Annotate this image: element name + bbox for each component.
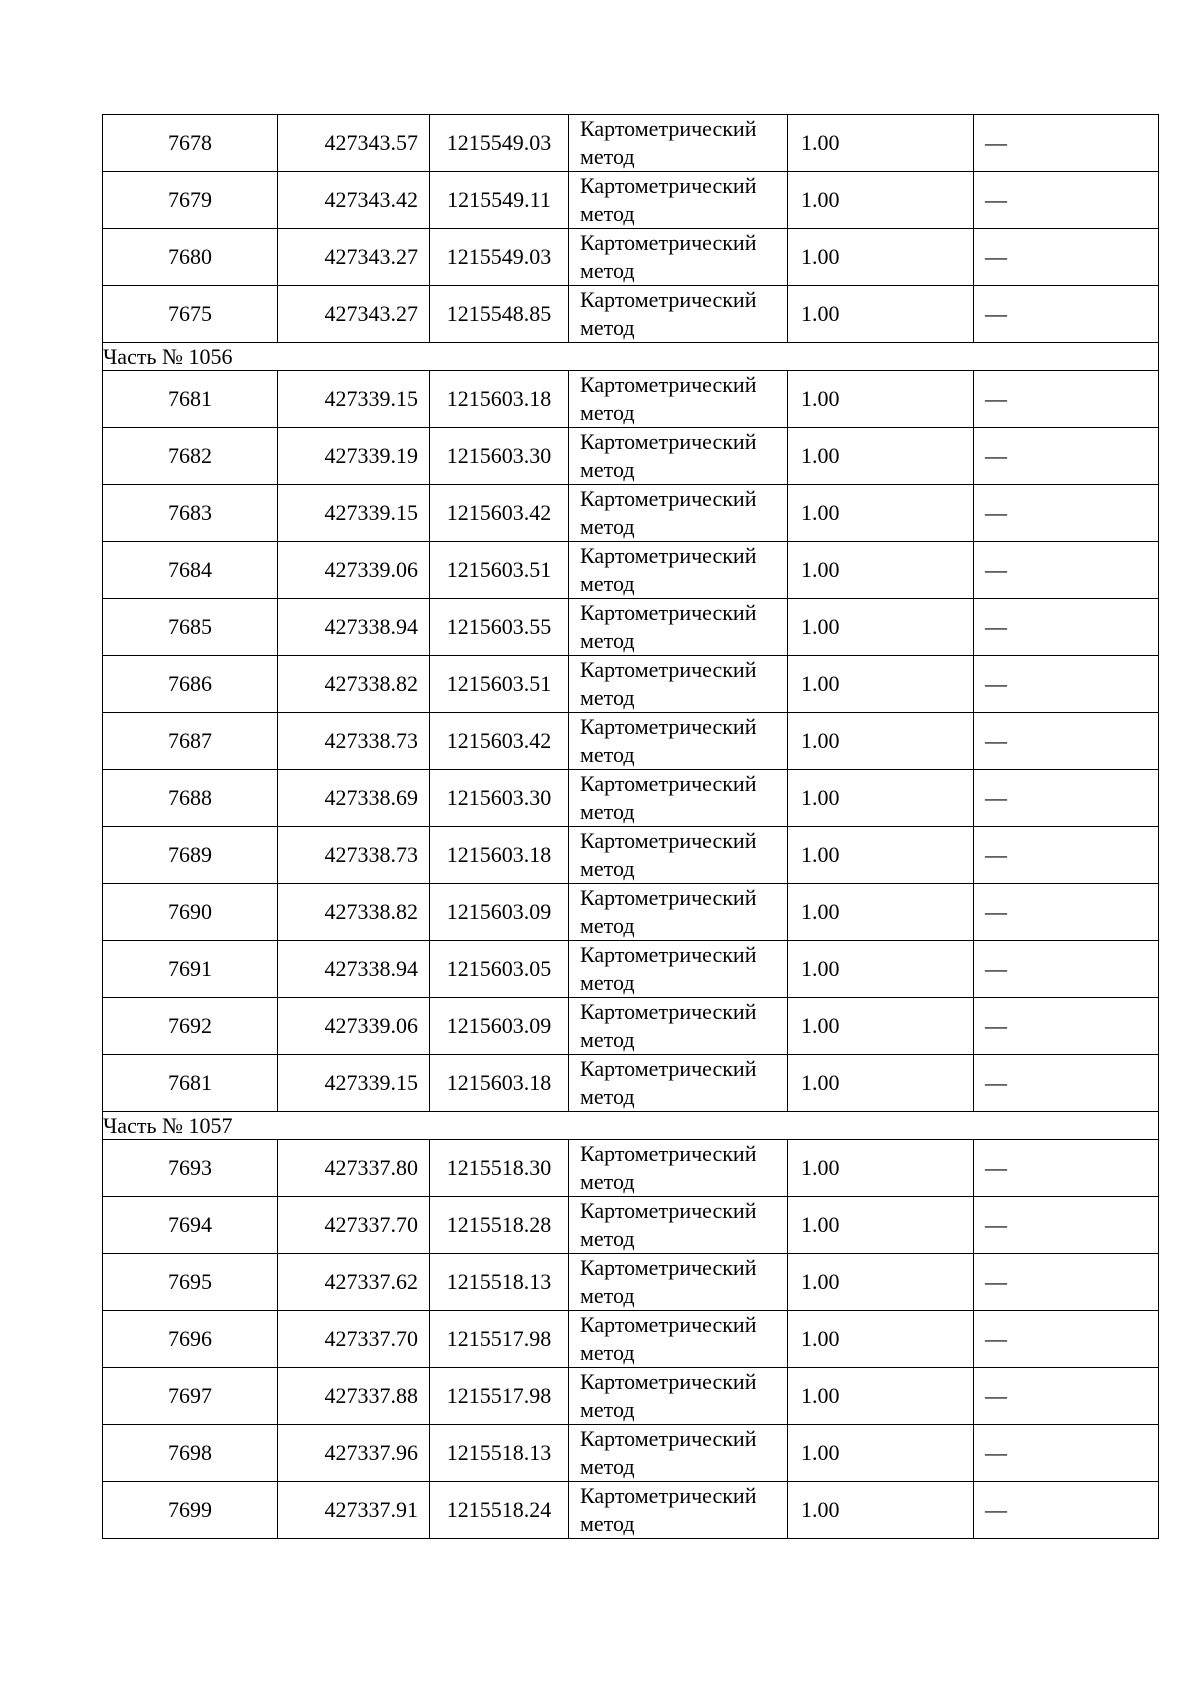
note-cell: — — [974, 1368, 1159, 1425]
method-text-line-2: метод — [580, 201, 635, 226]
accuracy-cell: 1.00 — [788, 1055, 974, 1112]
method-cell — [569, 485, 788, 542]
method-cell — [569, 542, 788, 599]
accuracy-cell: 1.00 — [788, 941, 974, 998]
section-label: Часть № 1056 — [103, 343, 1159, 371]
method-text-line-1: Картометрический — [580, 1369, 757, 1394]
accuracy-cell: 1.00 — [788, 1482, 974, 1539]
method-text-line-2: метод — [580, 258, 635, 283]
note-cell: — — [974, 656, 1159, 713]
table-row — [103, 827, 1159, 884]
x-coordinate-cell: 427338.94 — [278, 599, 430, 656]
note-cell: — — [974, 428, 1159, 485]
x-coordinate-cell: 427338.73 — [278, 827, 430, 884]
method-cell — [569, 1140, 788, 1197]
x-coordinate-cell: 427339.15 — [278, 485, 430, 542]
method-text-line-1: Картометрический — [580, 657, 757, 682]
method-text-line-2: метод — [580, 1511, 635, 1536]
note-cell: — — [974, 884, 1159, 941]
method-text-line-2: метод — [580, 315, 635, 340]
y-coordinate-cell: 1215603.30 — [430, 770, 569, 827]
method-cell — [569, 998, 788, 1055]
y-coordinate-cell: 1215603.09 — [430, 884, 569, 941]
accuracy-cell: 1.00 — [788, 1368, 974, 1425]
method-text-line-2: метод — [580, 1226, 635, 1251]
y-coordinate-cell: 1215518.28 — [430, 1197, 569, 1254]
note-cell: — — [974, 1140, 1159, 1197]
y-coordinate-cell: 1215548.85 — [430, 286, 569, 343]
accuracy-cell: 1.00 — [788, 599, 974, 656]
method-text-line-1: Картометрический — [580, 486, 757, 511]
point-number-cell: 7688 — [103, 770, 278, 827]
x-coordinate-cell: 427337.80 — [278, 1140, 430, 1197]
x-coordinate-cell: 427337.91 — [278, 1482, 430, 1539]
table-row — [103, 884, 1159, 941]
accuracy-cell: 1.00 — [788, 998, 974, 1055]
point-number-cell: 7678 — [103, 115, 278, 172]
table-row — [103, 1140, 1159, 1197]
table-row — [103, 998, 1159, 1055]
note-cell: — — [974, 286, 1159, 343]
y-coordinate-cell: 1215603.42 — [430, 713, 569, 770]
method-text-line-1: Картометрический — [580, 1056, 757, 1081]
method-text-line-1: Картометрический — [580, 999, 757, 1024]
accuracy-cell: 1.00 — [788, 115, 974, 172]
x-coordinate-cell: 427337.62 — [278, 1254, 430, 1311]
point-number-cell: 7699 — [103, 1482, 278, 1539]
method-text-line-1: Картометрический — [580, 1483, 757, 1508]
y-coordinate-cell: 1215517.98 — [430, 1368, 569, 1425]
accuracy-cell: 1.00 — [788, 371, 974, 428]
x-coordinate-cell: 427337.70 — [278, 1311, 430, 1368]
table-row — [103, 656, 1159, 713]
method-text-line-2: метод — [580, 970, 635, 995]
table-row — [103, 713, 1159, 770]
table-row — [103, 542, 1159, 599]
point-number-cell: 7685 — [103, 599, 278, 656]
x-coordinate-cell: 427343.57 — [278, 115, 430, 172]
accuracy-cell: 1.00 — [788, 542, 974, 599]
method-text-line-1: Картометрический — [580, 885, 757, 910]
method-text-line-1: Картометрический — [580, 1312, 757, 1337]
table-row — [103, 115, 1159, 172]
note-cell: — — [974, 1482, 1159, 1539]
y-coordinate-cell: 1215603.09 — [430, 998, 569, 1055]
method-text-line-2: метод — [580, 1454, 635, 1479]
method-cell — [569, 599, 788, 656]
x-coordinate-cell: 427337.96 — [278, 1425, 430, 1482]
point-number-cell: 7692 — [103, 998, 278, 1055]
method-cell — [569, 1425, 788, 1482]
accuracy-cell: 1.00 — [788, 827, 974, 884]
table-row — [103, 428, 1159, 485]
accuracy-cell: 1.00 — [788, 1197, 974, 1254]
accuracy-cell: 1.00 — [788, 713, 974, 770]
point-number-cell: 7684 — [103, 542, 278, 599]
note-cell: — — [974, 1425, 1159, 1482]
method-cell — [569, 1055, 788, 1112]
method-cell — [569, 884, 788, 941]
method-text-line-1: Картометрический — [580, 1198, 757, 1223]
point-number-cell: 7689 — [103, 827, 278, 884]
method-text-line-1: Картометрический — [580, 828, 757, 853]
method-cell — [569, 1311, 788, 1368]
point-number-cell: 7683 — [103, 485, 278, 542]
note-cell: — — [974, 1311, 1159, 1368]
point-number-cell: 7691 — [103, 941, 278, 998]
method-text-line-1: Картометрический — [580, 714, 757, 739]
point-number-cell: 7690 — [103, 884, 278, 941]
y-coordinate-cell: 1215603.18 — [430, 827, 569, 884]
y-coordinate-cell: 1215603.18 — [430, 371, 569, 428]
coordinates-table — [102, 114, 1159, 1539]
y-coordinate-cell: 1215603.30 — [430, 428, 569, 485]
method-cell — [569, 371, 788, 428]
note-cell: — — [974, 371, 1159, 428]
method-text-line-2: метод — [580, 571, 635, 596]
method-cell — [569, 656, 788, 713]
note-cell: — — [974, 229, 1159, 286]
table-row — [103, 1368, 1159, 1425]
note-cell: — — [974, 599, 1159, 656]
method-text-line-1: Картометрический — [580, 942, 757, 967]
point-number-cell: 7675 — [103, 286, 278, 343]
y-coordinate-cell: 1215518.13 — [430, 1254, 569, 1311]
table-row — [103, 599, 1159, 656]
note-cell: — — [974, 941, 1159, 998]
method-cell — [569, 1197, 788, 1254]
accuracy-cell: 1.00 — [788, 1140, 974, 1197]
method-text-line-2: метод — [580, 400, 635, 425]
method-cell — [569, 1254, 788, 1311]
accuracy-cell: 1.00 — [788, 1254, 974, 1311]
accuracy-cell: 1.00 — [788, 884, 974, 941]
x-coordinate-cell: 427339.06 — [278, 998, 430, 1055]
method-cell — [569, 827, 788, 884]
method-text-line-2: метод — [580, 457, 635, 482]
method-text-line-1: Картометрический — [580, 173, 757, 198]
table-row — [103, 229, 1159, 286]
note-cell: — — [974, 998, 1159, 1055]
method-text-line-2: метод — [580, 1340, 635, 1365]
method-text-line-2: метод — [580, 1084, 635, 1109]
method-text-line-2: метод — [580, 856, 635, 881]
method-text-line-1: Картометрический — [580, 1426, 757, 1451]
point-number-cell: 7695 — [103, 1254, 278, 1311]
y-coordinate-cell: 1215518.30 — [430, 1140, 569, 1197]
y-coordinate-cell: 1215549.03 — [430, 115, 569, 172]
x-coordinate-cell: 427339.06 — [278, 542, 430, 599]
accuracy-cell: 1.00 — [788, 656, 974, 713]
method-text-line-1: Картометрический — [580, 287, 757, 312]
point-number-cell: 7686 — [103, 656, 278, 713]
note-cell: — — [974, 542, 1159, 599]
method-text-line-2: метод — [580, 1169, 635, 1194]
table-row — [103, 1425, 1159, 1482]
accuracy-cell: 1.00 — [788, 1425, 974, 1482]
y-coordinate-cell: 1215517.98 — [430, 1311, 569, 1368]
method-text-line-1: Картометрический — [580, 543, 757, 568]
method-cell — [569, 770, 788, 827]
table-row — [103, 1254, 1159, 1311]
point-number-cell: 7698 — [103, 1425, 278, 1482]
accuracy-cell: 1.00 — [788, 1311, 974, 1368]
method-text-line-2: метод — [580, 628, 635, 653]
y-coordinate-cell: 1215549.03 — [430, 229, 569, 286]
method-cell — [569, 713, 788, 770]
section-header-row — [103, 1112, 1159, 1140]
accuracy-cell: 1.00 — [788, 286, 974, 343]
point-number-cell: 7694 — [103, 1197, 278, 1254]
x-coordinate-cell: 427337.70 — [278, 1197, 430, 1254]
x-coordinate-cell: 427338.94 — [278, 941, 430, 998]
method-text-line-2: метод — [580, 144, 635, 169]
method-text-line-1: Картометрический — [580, 600, 757, 625]
table-row — [103, 941, 1159, 998]
point-number-cell: 7679 — [103, 172, 278, 229]
table-row — [103, 485, 1159, 542]
method-text-line-1: Картометрический — [580, 429, 757, 454]
method-cell — [569, 428, 788, 485]
y-coordinate-cell: 1215603.18 — [430, 1055, 569, 1112]
y-coordinate-cell: 1215603.05 — [430, 941, 569, 998]
y-coordinate-cell: 1215518.13 — [430, 1425, 569, 1482]
point-number-cell: 7697 — [103, 1368, 278, 1425]
table-row — [103, 1055, 1159, 1112]
x-coordinate-cell: 427343.27 — [278, 229, 430, 286]
method-cell — [569, 941, 788, 998]
accuracy-cell: 1.00 — [788, 485, 974, 542]
method-cell — [569, 229, 788, 286]
point-number-cell: 7687 — [103, 713, 278, 770]
method-text-line-2: метод — [580, 799, 635, 824]
method-text-line-2: метод — [580, 1397, 635, 1422]
method-text-line-1: Картометрический — [580, 116, 757, 141]
accuracy-cell: 1.00 — [788, 172, 974, 229]
y-coordinate-cell: 1215603.42 — [430, 485, 569, 542]
y-coordinate-cell: 1215603.55 — [430, 599, 569, 656]
method-cell — [569, 115, 788, 172]
table-row — [103, 286, 1159, 343]
x-coordinate-cell: 427339.15 — [278, 1055, 430, 1112]
method-text-line-1: Картометрический — [580, 372, 757, 397]
note-cell: — — [974, 770, 1159, 827]
method-text-line-2: метод — [580, 514, 635, 539]
section-label: Часть № 1057 — [103, 1112, 1159, 1140]
point-number-cell: 7680 — [103, 229, 278, 286]
x-coordinate-cell: 427337.88 — [278, 1368, 430, 1425]
accuracy-cell: 1.00 — [788, 229, 974, 286]
method-text-line-2: метод — [580, 1283, 635, 1308]
x-coordinate-cell: 427338.82 — [278, 656, 430, 713]
x-coordinate-cell: 427338.69 — [278, 770, 430, 827]
table-row — [103, 172, 1159, 229]
y-coordinate-cell: 1215549.11 — [430, 172, 569, 229]
note-cell: — — [974, 115, 1159, 172]
y-coordinate-cell: 1215518.24 — [430, 1482, 569, 1539]
accuracy-cell: 1.00 — [788, 770, 974, 827]
point-number-cell: 7681 — [103, 1055, 278, 1112]
point-number-cell: 7693 — [103, 1140, 278, 1197]
y-coordinate-cell: 1215603.51 — [430, 656, 569, 713]
point-number-cell: 7696 — [103, 1311, 278, 1368]
note-cell: — — [974, 1254, 1159, 1311]
method-text-line-2: метод — [580, 685, 635, 710]
point-number-cell: 7681 — [103, 371, 278, 428]
x-coordinate-cell: 427339.15 — [278, 371, 430, 428]
method-cell — [569, 172, 788, 229]
x-coordinate-cell: 427338.82 — [278, 884, 430, 941]
note-cell: — — [974, 485, 1159, 542]
note-cell: — — [974, 1197, 1159, 1254]
x-coordinate-cell: 427343.27 — [278, 286, 430, 343]
x-coordinate-cell: 427338.73 — [278, 713, 430, 770]
method-cell — [569, 1368, 788, 1425]
coordinates-table-body — [103, 115, 1159, 1539]
note-cell: — — [974, 827, 1159, 884]
method-text-line-2: метод — [580, 1027, 635, 1052]
method-text-line-1: Картометрический — [580, 771, 757, 796]
note-cell: — — [974, 713, 1159, 770]
method-text-line-1: Картометрический — [580, 230, 757, 255]
table-row — [103, 1197, 1159, 1254]
note-cell: — — [974, 1055, 1159, 1112]
method-text-line-2: метод — [580, 742, 635, 767]
accuracy-cell: 1.00 — [788, 428, 974, 485]
table-row — [103, 1482, 1159, 1539]
method-text-line-1: Картометрический — [580, 1255, 757, 1280]
method-text-line-1: Картометрический — [580, 1141, 757, 1166]
x-coordinate-cell: 427343.42 — [278, 172, 430, 229]
table-row — [103, 770, 1159, 827]
section-header-row — [103, 343, 1159, 371]
table-row — [103, 371, 1159, 428]
method-cell — [569, 1482, 788, 1539]
note-cell: — — [974, 172, 1159, 229]
y-coordinate-cell: 1215603.51 — [430, 542, 569, 599]
point-number-cell: 7682 — [103, 428, 278, 485]
table-row — [103, 1311, 1159, 1368]
method-text-line-2: метод — [580, 913, 635, 938]
x-coordinate-cell: 427339.19 — [278, 428, 430, 485]
method-cell — [569, 286, 788, 343]
